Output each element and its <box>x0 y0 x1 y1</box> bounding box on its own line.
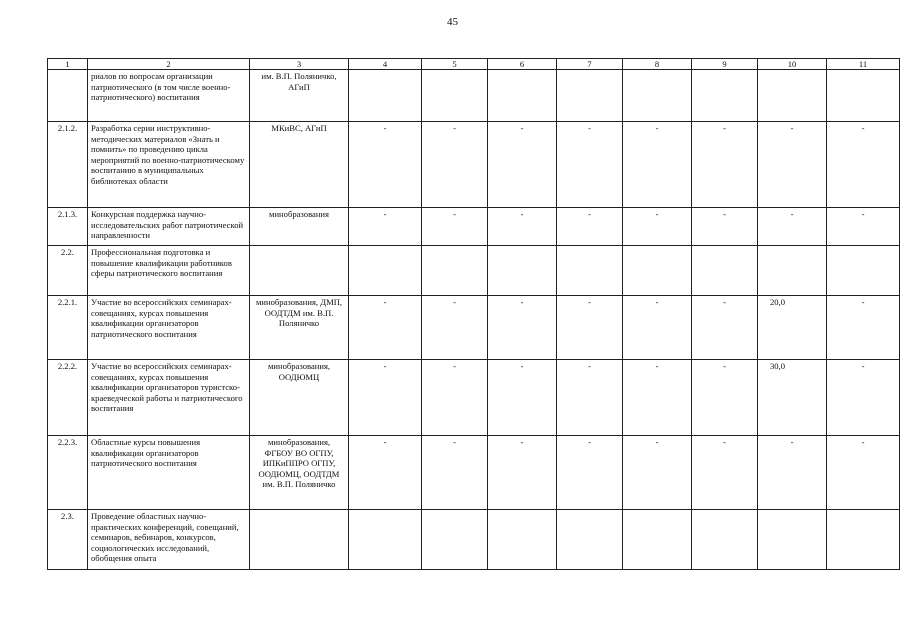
column-header-8: 8 <box>623 59 692 70</box>
table-row <box>48 208 900 246</box>
value-cell-col-10 <box>758 246 827 296</box>
value-cell-col-6 <box>488 70 557 122</box>
value-cell-col-7 <box>557 510 623 570</box>
executor-text: минобразования, ДМП, ООДТДМ им. В.П. Поляничко <box>250 296 349 360</box>
value-cell-col-4: - <box>349 360 422 436</box>
table-body <box>48 70 900 570</box>
value-cell-col-5: - <box>422 296 488 360</box>
value-cell-col-4 <box>349 510 422 570</box>
table-row <box>48 122 900 208</box>
value-cell-col-10: 30,0 <box>758 360 827 436</box>
row-number: 2.1.3. <box>48 208 88 246</box>
value-cell-col-7 <box>557 70 623 122</box>
column-header-6: 6 <box>488 59 557 70</box>
value-cell-col-9: - <box>692 122 758 208</box>
value-cell-col-4 <box>349 70 422 122</box>
value-cell-col-8: - <box>623 436 692 510</box>
executor-text <box>250 510 349 570</box>
value-cell-col-4: - <box>349 296 422 360</box>
value-cell-col-10 <box>758 70 827 122</box>
row-number: 2.2.2. <box>48 360 88 436</box>
activity-text: Областные курсы повышения квалификации организаторов патриотического воспитания <box>88 436 250 510</box>
activity-text: риалов по вопросам организации патриотического (в том числе военно-патриотического) воспитания <box>88 70 250 122</box>
value-cell-col-5: - <box>422 436 488 510</box>
row-number: 2.3. <box>48 510 88 570</box>
value-cell-col-4 <box>349 246 422 296</box>
executor-text: минобразования, ФГБОУ ВО ОГПУ, ИПКиППРО ОГПУ, ООДЮМЦ, ООДТДМ им. В.П. Поляничко <box>250 436 349 510</box>
column-header-11: 11 <box>827 59 900 70</box>
value-cell-col-8 <box>623 246 692 296</box>
page-number: 45 <box>447 16 458 28</box>
value-cell-col-7: - <box>557 296 623 360</box>
value-cell-col-9 <box>692 510 758 570</box>
executor-text: минобразования <box>250 208 349 246</box>
value-cell-col-10: - <box>758 436 827 510</box>
value-cell-col-6: - <box>488 296 557 360</box>
table-row <box>48 296 900 360</box>
value-cell-col-9 <box>692 246 758 296</box>
column-header-9: 9 <box>692 59 758 70</box>
value-cell-col-6 <box>488 510 557 570</box>
value-cell-col-8: - <box>623 122 692 208</box>
value-cell-col-9: - <box>692 208 758 246</box>
column-header-10: 10 <box>758 59 827 70</box>
value-cell-col-6: - <box>488 122 557 208</box>
column-header-7: 7 <box>557 59 623 70</box>
value-cell-col-10 <box>758 510 827 570</box>
executor-text: МКиВС, АГиП <box>250 122 349 208</box>
activities-table <box>47 58 900 570</box>
activity-text: Разработка серии инструктивно-методических материалов «Знать и помнить» по проведению цикла мероприятий по военно-патриотическому воспитанию в муниципальных библиотеках области <box>88 122 250 208</box>
value-cell-col-5 <box>422 70 488 122</box>
value-cell-col-8: - <box>623 360 692 436</box>
value-cell-col-5 <box>422 510 488 570</box>
value-cell-col-6 <box>488 246 557 296</box>
value-cell-col-6: - <box>488 360 557 436</box>
value-cell-col-11 <box>827 246 900 296</box>
value-cell-col-9: - <box>692 296 758 360</box>
executor-text: минобразования, ООДЮМЦ <box>250 360 349 436</box>
value-cell-col-4: - <box>349 208 422 246</box>
value-cell-col-11: - <box>827 296 900 360</box>
column-header-4: 4 <box>349 59 422 70</box>
column-header-1: 1 <box>48 59 88 70</box>
table-row <box>48 70 900 122</box>
value-cell-col-8 <box>623 510 692 570</box>
value-cell-col-11 <box>827 70 900 122</box>
value-cell-col-7: - <box>557 436 623 510</box>
value-cell-col-5: - <box>422 122 488 208</box>
value-cell-col-11: - <box>827 122 900 208</box>
column-header-5: 5 <box>422 59 488 70</box>
executor-text: им. В.П. Поляничко, АГиП <box>250 70 349 122</box>
table-row <box>48 246 900 296</box>
value-cell-col-10: - <box>758 122 827 208</box>
activity-text: Участие во всероссийских семинарах-совещаниях, курсах повышения квалификации организаторов туристско-краеведческой работы и патриотического воспитания <box>88 360 250 436</box>
value-cell-col-7: - <box>557 208 623 246</box>
value-cell-col-7: - <box>557 122 623 208</box>
value-cell-col-8: - <box>623 208 692 246</box>
value-cell-col-4: - <box>349 122 422 208</box>
column-number-row <box>48 59 900 70</box>
row-number: 2.2.3. <box>48 436 88 510</box>
row-number: 2.2. <box>48 246 88 296</box>
value-cell-col-7 <box>557 246 623 296</box>
value-cell-col-8: - <box>623 296 692 360</box>
value-cell-col-11: - <box>827 360 900 436</box>
value-cell-col-5: - <box>422 208 488 246</box>
row-number <box>48 70 88 122</box>
value-cell-col-9 <box>692 70 758 122</box>
value-cell-col-6: - <box>488 436 557 510</box>
value-cell-col-5 <box>422 246 488 296</box>
row-number: 2.2.1. <box>48 296 88 360</box>
column-header-2: 2 <box>88 59 250 70</box>
value-cell-col-7: - <box>557 360 623 436</box>
value-cell-col-6: - <box>488 208 557 246</box>
value-cell-col-11: - <box>827 436 900 510</box>
activity-text: Профессиональная подготовка и повышение квалификации работников сферы патриотического воспитания <box>88 246 250 296</box>
value-cell-col-10: - <box>758 208 827 246</box>
activity-text: Участие во всероссийских семинарах-совещаниях, курсах повышения квалификации организаторов патриотического воспитания <box>88 296 250 360</box>
row-number: 2.1.2. <box>48 122 88 208</box>
column-header-3: 3 <box>250 59 349 70</box>
value-cell-col-10: 20,0 <box>758 296 827 360</box>
activity-text: Конкурсная поддержка научно-исследовательских работ патриотической направленности <box>88 208 250 246</box>
value-cell-col-9: - <box>692 360 758 436</box>
value-cell-col-9: - <box>692 436 758 510</box>
activity-text: Проведение областных научно-практических конференций, совещаний, семинаров, вебинаров, конкурсов, социологических исследований, обобщения опыта <box>88 510 250 570</box>
value-cell-col-8 <box>623 70 692 122</box>
table-row <box>48 360 900 436</box>
table-row <box>48 510 900 570</box>
value-cell-col-5: - <box>422 360 488 436</box>
value-cell-col-4: - <box>349 436 422 510</box>
table-row <box>48 436 900 510</box>
value-cell-col-11: - <box>827 208 900 246</box>
executor-text <box>250 246 349 296</box>
value-cell-col-11 <box>827 510 900 570</box>
